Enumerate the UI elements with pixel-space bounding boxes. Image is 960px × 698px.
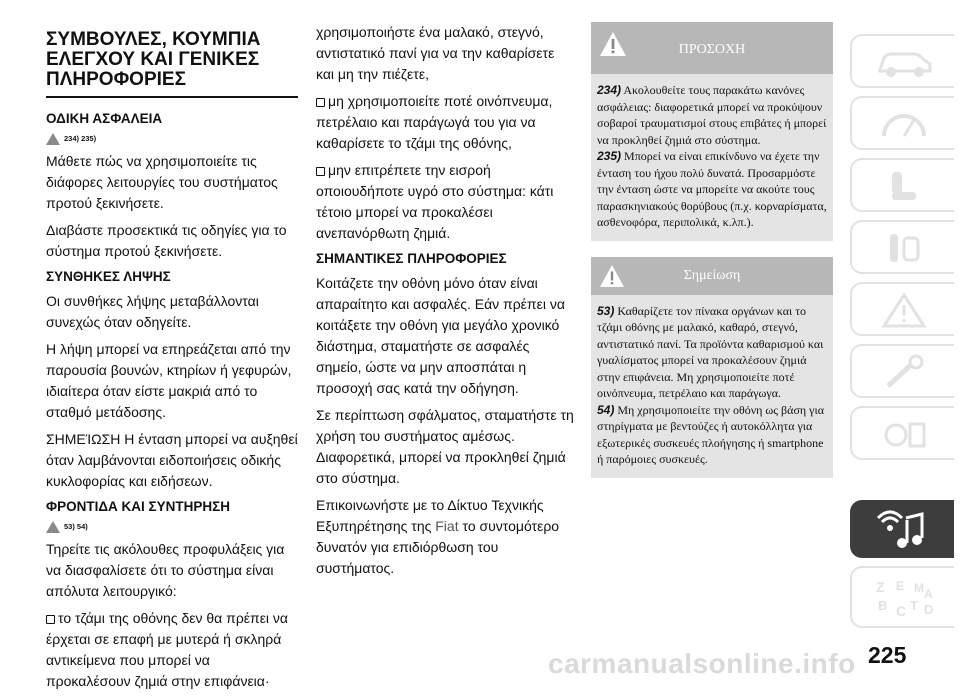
item-text: Μπορεί να είναι επικίνδυνο να έχετε την ένταση του ήχου πολύ δυνατά. Προσαρμόστε την ένταση ώστε να μπορείτε να ακούτε τους παρασκηνιακούς θορύβους (π.χ. κορναρίσματα, ασθενοφόρα, περιπολικά, κ.λπ.). (597, 149, 827, 229)
watermark: carmanualsonline.info (548, 648, 856, 679)
note-reference (46, 521, 298, 533)
heading-road-safety: ΟΔΙΚΗ ΑΣΦΑΛΕΙΑ (46, 111, 163, 126)
warning-box-title: ΠΡΟΣΟΧΗ (678, 42, 746, 57)
item-text: Καθαρίζετε τον πίνακα οργάνων και το τζάμι οθόνης με μαλακό, καθαρό, στεγνό, αντιστατικό πανί. Τα προϊόντα καθαρισμού και γυαλίσματος μπορεί να προκαλέσουν ζημιά στην επιφάνεια. Μη χρησιμοποιείτε ποτέ οινόπνευμα, πετρέλαιο και παράγωγα. (597, 303, 824, 400)
bullet-text: μην επιτρέπετε την εισροή οποιουδήποτε υγρό στο σύστημα: κάτι τέτοιο μπορεί να προκαλέσει ανεπανόρθωτη ζημιά. (316, 162, 554, 241)
svg-text:C: C (896, 603, 907, 619)
warning-box-header (591, 22, 833, 74)
note-box-body (591, 295, 833, 478)
item-text: Ακολουθείτε τους παρακάτω κανόνες ασφάλειας: διαφορετικά μπορεί να προκύψουν σοβαροί τραυματισμοί στους επιβάτες ή μπορεί να προκληθεί ζημιά στο σύστημα. (597, 83, 827, 147)
item-number: 235) (597, 149, 622, 163)
svg-text:D: D (924, 602, 934, 617)
paragraph: Μάθετε πώς να χρησιμοποιείτε τις διάφορες λειτουργίες του συστήματος προτού ξεκινήσετε. (46, 153, 278, 211)
tab-multimedia[interactable] (850, 500, 954, 558)
svg-text:B: B (878, 598, 888, 613)
tab-seat-safety[interactable] (850, 158, 954, 212)
bullet-icon (316, 98, 325, 107)
paragraph: χρησιμοποιήστε ένα μαλακό, στεγνό, αντιστατικό πανί για να την καθαρίσετε και μη την πιέζετε, (316, 24, 555, 82)
bullet-text: μη χρησιμοποιείτε ποτέ οινόπνευμα, πετρέλαιο και παράγωγά του για να καθαρίσετε το τζάμι της οθόνης, (316, 93, 553, 151)
paragraph (316, 495, 574, 579)
svg-text:T: T (910, 598, 918, 613)
tab-start-drive[interactable] (850, 220, 954, 274)
note-box-title: Σημείωση (683, 267, 741, 283)
warning-reference (46, 133, 298, 145)
paragraph: Τηρείτε τις ακόλουθες προφυλάξεις για να διασφαλίσετε ότι το σύστημα είναι απόλυτα λειτουργικό: (46, 541, 285, 599)
car-icon (874, 44, 934, 82)
svg-text:A: A (924, 587, 933, 601)
warning-box-body (591, 74, 833, 241)
tab-dashboard[interactable] (850, 96, 954, 150)
brand-name: Fiat (435, 518, 459, 534)
item-number: 53) (597, 303, 615, 318)
warning-item (597, 148, 827, 231)
item-text: Μη χρησιμοποιείτε την οθόνη ως βάση για στηρίγματα με βεντούζες ή αυτοκόλλητα για εξωτερικές συσκευές πλοήγησης ή smartphone ή παρόμοιες συσκευές. (597, 402, 825, 466)
paragraph: Κοιτάζετε την οθόνη μόνο όταν είναι απαραίτητο και ασφαλές. Εάν πρέπει να κοιτάξετε την οθόνη για μεγάλο χρονικό διάστημα, σταματήστε σε ασφαλές σημείο, ώστε να μην αποσπάται η προσοχή σας κατά την οδήγηση. (316, 275, 565, 396)
tab-warning[interactable] (850, 282, 954, 336)
seat-safety-icon (874, 168, 934, 206)
bullet-item (316, 91, 574, 154)
svg-text:M: M (914, 581, 924, 595)
paragraph: Οι συνθήκες λήψης μεταβάλλονται συνεχώς όταν οδηγείτε. (46, 293, 259, 330)
note-box-header (591, 257, 833, 295)
text: Επικοινωνήστε με το Δίκτυο Τεχνικής Εξυπηρέτησης της (316, 497, 544, 534)
bullet-item (316, 160, 574, 244)
bullet-item (46, 608, 298, 692)
column-1 (46, 22, 298, 698)
note-item (597, 303, 827, 402)
section-title: ΣΥΜΒΟΥΛΕΣ, ΚΟΥΜΠΙΑ ΕΛΕΓΧΟΥ ΚΑΙ ΓΕΝΙΚΕΣ ΠΛΗΡΟΦΟΡΙΕΣ (46, 29, 261, 90)
bullet-text: το τζάμι της οθόνης δεν θα πρέπει να έρχεται σε επαφή με μυτερά ή σκληρά αντικείμενα που μπορεί να προκαλέσουν ζημιά στην επιφάνεια· (46, 610, 289, 689)
warning-triangle-icon (874, 292, 934, 330)
tab-maintenance[interactable] (850, 344, 954, 398)
tab-car[interactable] (850, 34, 954, 88)
item-number: 54) (597, 402, 615, 417)
paragraph: Σε περίπτωση σφάλματος, σταματήστε τη χρήση του συστήματος αμέσως. Διαφορετικά, μπορεί να προκληθεί ζημιά στο σύστημα. (316, 407, 574, 486)
wrench-icon (874, 354, 934, 392)
reference-numbers: 234) 235) (64, 134, 97, 143)
svg-text:Z: Z (876, 579, 885, 595)
note-item (597, 402, 827, 468)
column-3 (591, 22, 833, 478)
tab-specs[interactable] (850, 406, 954, 460)
paragraph: Διαβάστε προσεκτικά τις οδηγίες για το σύστημα προτού ξεκινήσετε. (46, 222, 287, 259)
title-divider (46, 96, 298, 98)
paragraph: Η λήψη μπορεί να επηρεάζεται από την παρουσία βουνών, κτηρίων ή γεφυρών, ιδιαίτερα όταν είστε μακριά από το σταθμό μετάδοσης. (46, 341, 292, 420)
warning-item (597, 82, 827, 148)
heading-reception: ΣΥΝΘΗΚΕΣ ΛΗΨΗΣ (46, 269, 171, 284)
note-triangle-icon (46, 521, 60, 533)
page-number: 225 (868, 642, 907, 668)
specs-icon (874, 416, 934, 454)
heading-care: ΦΡΟΝΤΙΔΑ ΚΑΙ ΣΥΝΤΗΡΗΣΗ (46, 499, 230, 514)
heading-important: ΣΗΜΑΝΤΙΚΕΣ ΠΛΗΡΟΦΟΡΙΕΣ (316, 251, 507, 266)
warning-triangle-icon (46, 133, 60, 145)
warning-box (591, 22, 833, 241)
note-box (591, 257, 833, 478)
bullet-icon (46, 615, 55, 624)
start-drive-icon (874, 230, 934, 268)
svg-text:E: E (896, 579, 905, 593)
tab-index[interactable] (850, 566, 954, 628)
item-number: 234) (597, 83, 622, 97)
multimedia-icon (874, 510, 934, 552)
paragraph: ΣΗΜΕΊΩΣΗ Η ένταση μπορεί να αυξηθεί όταν λαμβάνονται ειδοποιήσεις οδικής κυκλοφορίας και ειδήσεων. (46, 431, 298, 489)
reference-numbers: 53) 54) (64, 522, 88, 531)
index-icon (874, 576, 938, 622)
text: το συντομότερο δυνατόν για επιδιόρθωση του συστήματος. (316, 518, 560, 576)
dashboard-icon (874, 106, 934, 144)
column-2 (316, 22, 574, 585)
bullet-icon (316, 167, 325, 176)
